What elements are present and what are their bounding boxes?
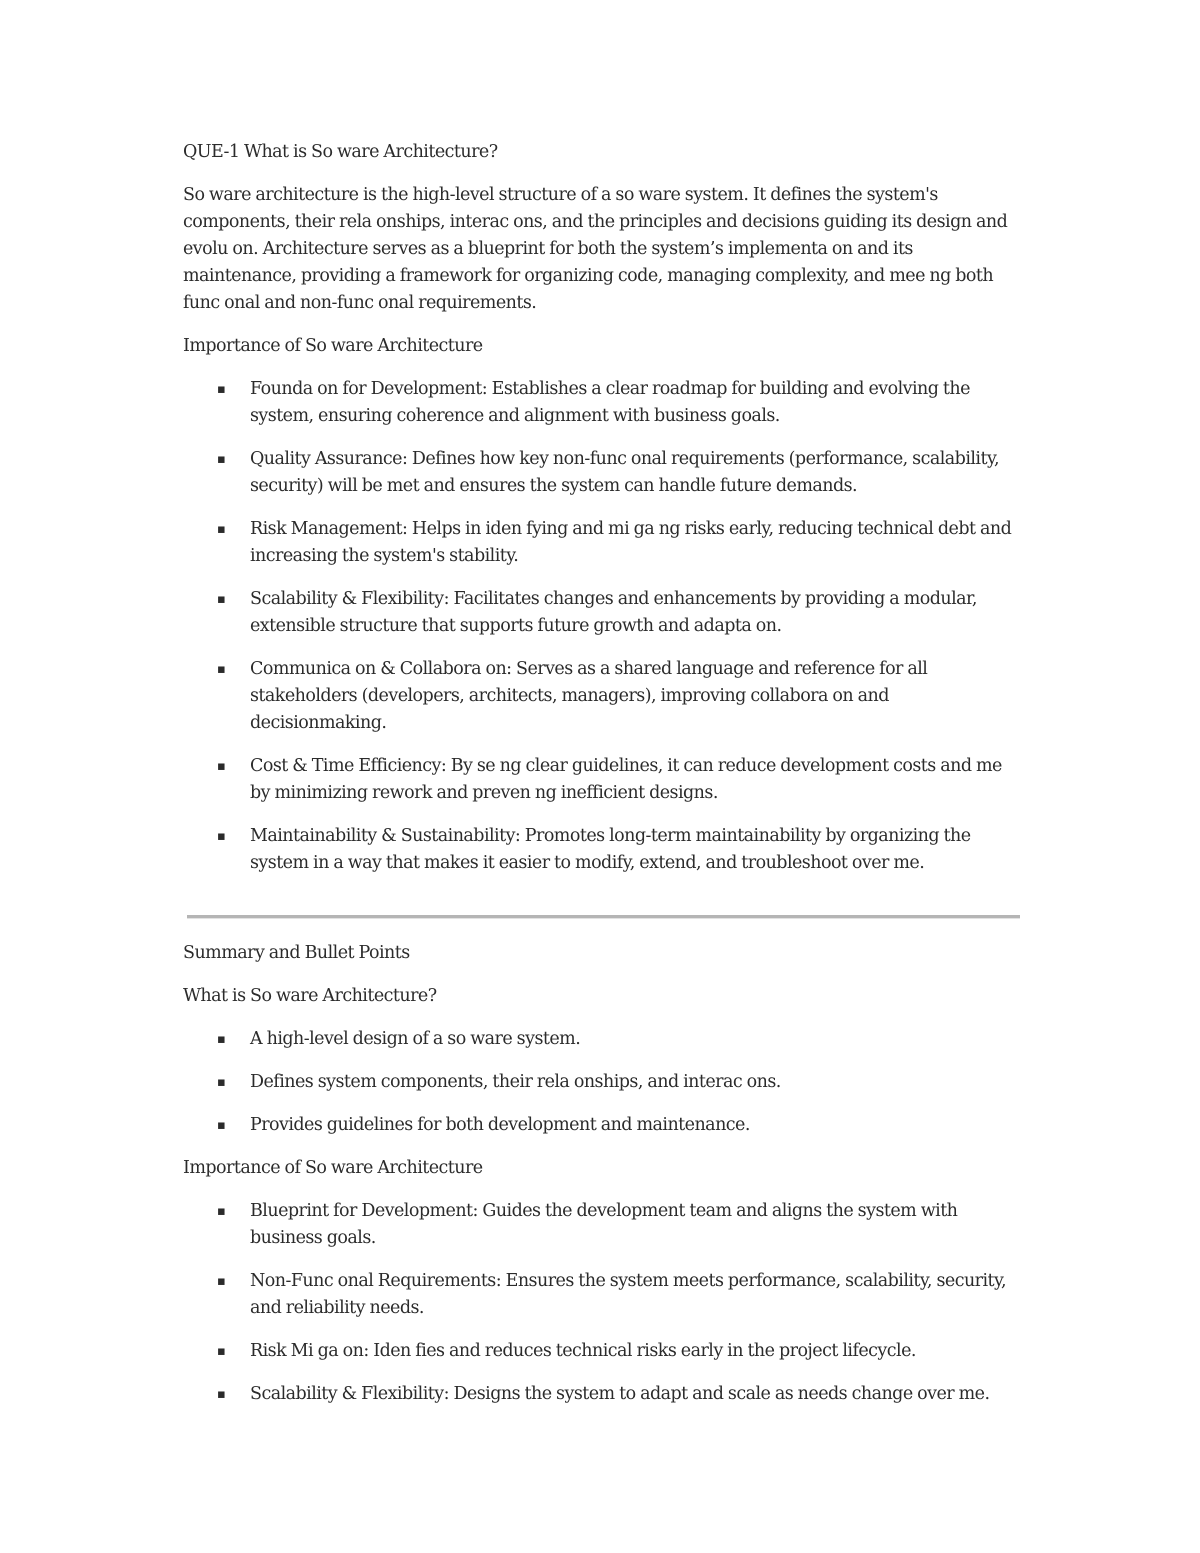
- list-item-text: Provides guidelines for both development and maintenance.: [250, 1115, 750, 1135]
- list-item-text: Non-Func onal Requirements: Ensures the system meets performance, scalability, security, and reliability needs.: [250, 1271, 1007, 1318]
- bullet-icon: ▪: [217, 1344, 226, 1359]
- document-body: [183, 139, 1023, 1424]
- list-item: [183, 1268, 1023, 1322]
- importance-heading: Importance of So ware Architecture: [183, 336, 483, 356]
- list-item-text: Risk Mi ga on: Iden fies and reduces technical risks early in the project lifecycle.: [250, 1341, 916, 1361]
- question-heading: QUE-1 What is So ware Architecture?: [183, 142, 498, 162]
- bullet-icon: ▪: [217, 662, 226, 677]
- bullet-icon: ▪: [217, 1118, 226, 1133]
- list-item-text: Quality Assurance: Defines how key non-func onal requirements (performance, scalability, security) will be met and ensures the system can handle future demands.: [250, 449, 999, 496]
- list-item: [183, 516, 1023, 570]
- bullet-icon: ▪: [217, 759, 226, 774]
- bullet-icon: ▪: [217, 452, 226, 467]
- list-item: [183, 753, 1023, 807]
- list-item: [183, 656, 1023, 737]
- list-item: [183, 586, 1023, 640]
- summary-importance-list: [183, 1198, 1023, 1408]
- bullet-icon: ▪: [217, 382, 226, 397]
- list-item-text: Scalability & Flexibility: Facilitates changes and enhancements by providing a modular, extensible structure that supports future growth and adapta on.: [250, 589, 977, 636]
- bullet-icon: ▪: [217, 1274, 226, 1289]
- list-item-text: Scalability & Flexibility: Designs the system to adapt and scale as needs change over me.: [250, 1384, 990, 1404]
- list-item: [183, 823, 1023, 877]
- list-item-text: Defines system components, their rela onships, and interac ons.: [250, 1072, 781, 1092]
- list-item-text: Cost & Time Efficiency: By se ng clear guidelines, it can reduce development costs and me by minimizing rework and preven ng inefficient designs.: [250, 756, 1002, 803]
- bullet-icon: ▪: [217, 1387, 226, 1402]
- what-is-heading: What is So ware Architecture?: [183, 986, 437, 1006]
- list-item: [183, 1381, 1023, 1408]
- list-item-text: A high-level design of a so ware system.: [250, 1029, 581, 1049]
- summary-heading: Summary and Bullet Points: [183, 943, 410, 963]
- bullet-icon: ▪: [217, 829, 226, 844]
- horizontal-divider: [187, 915, 1020, 918]
- list-item: [183, 1198, 1023, 1252]
- intro-paragraph: So ware architecture is the high-level structure of a so ware system. It defines the system's components, their rela onships, interac ons, and the principles and decisions guiding its design and evolu on. Architecture serves as a blueprint for both the system’s implementa on and its maintenance, providing a framework for organizing code, managing complexity, and mee ng both func onal and non-func onal requirements.: [183, 185, 1008, 313]
- importance-list: [183, 376, 1023, 877]
- bullet-icon: ▪: [217, 1204, 226, 1219]
- bullet-icon: ▪: [217, 1075, 226, 1090]
- list-item: [183, 1112, 1023, 1139]
- bullet-icon: ▪: [217, 1032, 226, 1047]
- list-item-text: Maintainability & Sustainability: Promotes long-term maintainability by organizing the system in a way that makes it easier to modify, extend, and troubleshoot over me.: [250, 826, 971, 873]
- list-item-text: Blueprint for Development: Guides the development team and aligns the system with business goals.: [250, 1201, 958, 1248]
- list-item-text: Founda on for Development: Establishes a clear roadmap for building and evolving the system, ensuring coherence and alignment with business goals.: [250, 379, 970, 426]
- list-item-text: Communica on & Collabora on: Serves as a shared language and reference for all stakeholders (developers, architects, managers), improving collabora on and decisionmaking.: [250, 659, 928, 733]
- bullet-icon: ▪: [217, 592, 226, 607]
- list-item: [183, 446, 1023, 500]
- list-item: [183, 1026, 1023, 1053]
- list-item: [183, 376, 1023, 430]
- list-item: [183, 1069, 1023, 1096]
- list-item: [183, 1338, 1023, 1365]
- bullet-icon: ▪: [217, 522, 226, 537]
- list-item-text: Risk Management: Helps in iden fying and mi ga ng risks early, reducing technical debt and increasing the system's stability.: [250, 519, 1012, 566]
- what-is-list: [183, 1026, 1023, 1139]
- summary-importance-heading: Importance of So ware Architecture: [183, 1158, 483, 1178]
